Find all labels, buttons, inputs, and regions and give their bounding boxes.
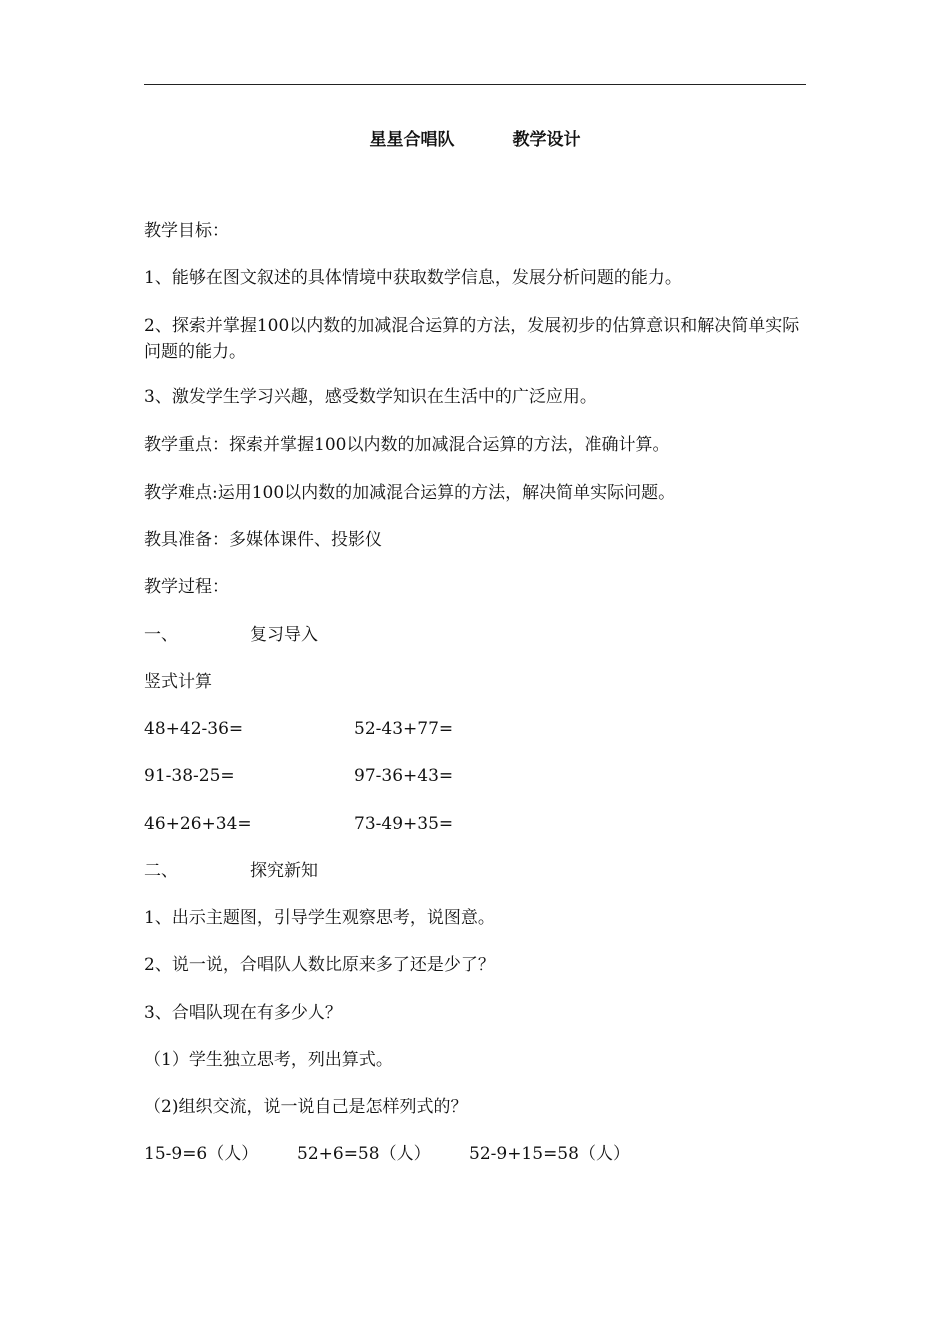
equation-1: 15-9=6（人） (144, 1144, 259, 1164)
header-rule (144, 84, 806, 85)
exercise-2a: 91-38-25= (144, 766, 235, 786)
title-part2: 教学设计 (512, 130, 581, 150)
title-part1: 星星合唱队 (369, 130, 455, 150)
vertical-calc-label: 竖式计算 (144, 672, 212, 692)
exercise-3a: 46+26+34= (144, 814, 252, 834)
exercise-2b: 97-36+43= (354, 766, 454, 786)
document-title (0, 125, 950, 150)
equations-row (144, 1142, 630, 1166)
exercise-1a: 48+42-36= (144, 719, 244, 739)
objective-1: 1、能够在图文叙述的具体情境中获取数学信息，发展分析问题的能力。 (144, 268, 682, 288)
step-3: 3、合唱队现在有多少人？ (144, 1003, 342, 1023)
step-3-sub-1: （1）学生独立思考，列出算式。 (144, 1050, 393, 1070)
section2-number: 二、 (144, 861, 178, 881)
exercise-3b: 73-49+35= (354, 814, 454, 834)
process-heading: 教学过程： (144, 577, 229, 597)
objectives-heading: 教学目标： (144, 221, 229, 241)
section2-heading (144, 859, 318, 883)
equation-2: 52+6=58（人） (297, 1144, 431, 1164)
section1-title: 复习导入 (250, 625, 318, 645)
objective-2: 2、探索并掌握100以内数的加减混合运算的方法，发展初步的估算意识和解决简单实际问题的能力。 (144, 316, 800, 362)
step-1: 1、出示主题图，引导学生观察思考，说图意。 (144, 908, 495, 928)
difficulty: 教学难点:运用100以内数的加减混合运算的方法，解决简单实际问题。 (144, 483, 676, 503)
step-3-sub-2: （2)组织交流，说一说自己是怎样列式的？ (144, 1097, 468, 1117)
section1-heading (144, 623, 318, 647)
equation-3: 52-9+15=58（人） (469, 1144, 630, 1164)
key-point: 教学重点：探索并掌握100以内数的加减混合运算的方法，准确计算。 (144, 435, 670, 455)
section1-number: 一、 (144, 625, 178, 645)
exercise-1b: 52-43+77= (354, 719, 454, 739)
materials: 教具准备：多媒体课件、投影仪 (144, 530, 382, 550)
objective-3: 3、激发学生学习兴趣，感受数学知识在生活中的广泛应用。 (144, 387, 597, 407)
step-2: 2、说一说，合唱队人数比原来多了还是少了？ (144, 955, 495, 975)
section2-title: 探究新知 (250, 861, 318, 881)
